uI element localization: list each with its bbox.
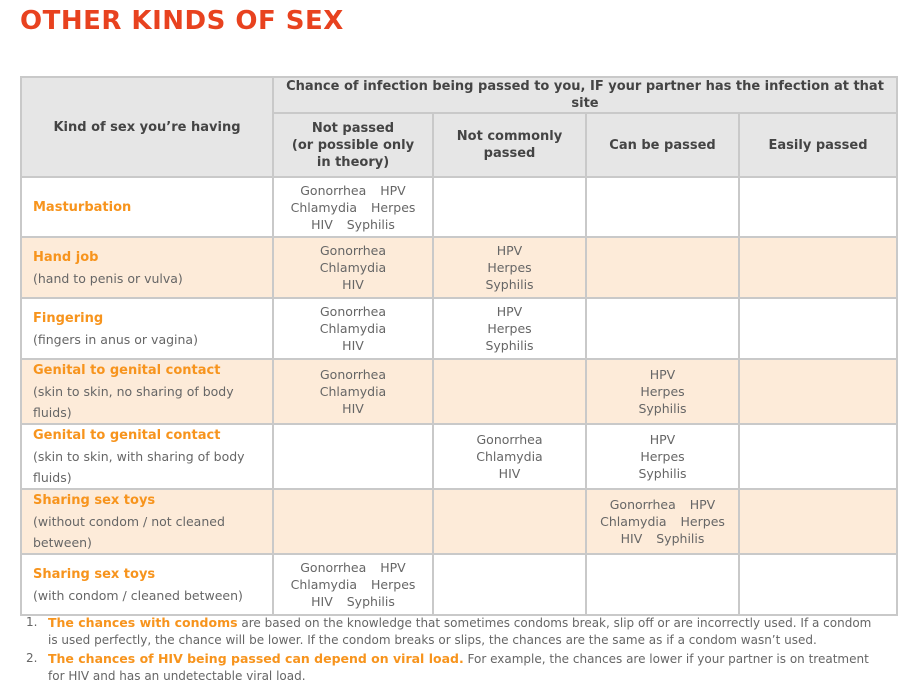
page-title: OTHER KINDS OF SEX bbox=[20, 6, 344, 36]
kind-of-sex-description: (with condom / cleaned between) bbox=[33, 587, 243, 603]
infection-label: Chlamydia bbox=[319, 321, 387, 336]
infection-label: Gonorrhea bbox=[319, 304, 386, 319]
infection-chance-table bbox=[20, 76, 898, 616]
kind-of-sex-header: Kind of sex you’re having bbox=[21, 77, 273, 177]
infection-label: Gonorrhea bbox=[609, 497, 676, 512]
infection-label: HPV bbox=[380, 182, 406, 198]
kind-of-sex-description: (fingers in anus or vagina) bbox=[33, 331, 198, 347]
chance-cell-not-commonly-passed bbox=[433, 359, 586, 424]
chance-cell-easily-passed bbox=[739, 237, 897, 298]
infection-label: Syphilis bbox=[346, 594, 395, 609]
infection-label: Gonorrhea bbox=[319, 243, 386, 258]
infection-label: Herpes bbox=[640, 449, 685, 464]
chance-cell-easily-passed bbox=[739, 359, 897, 424]
column-header-not-commonly-passed bbox=[433, 113, 586, 177]
infection-label: Syphilis bbox=[485, 338, 534, 353]
footnote-item bbox=[20, 650, 880, 685]
column-header-line: (or possible only bbox=[291, 137, 415, 153]
infection-label: Syphilis bbox=[346, 216, 395, 232]
chance-cell-not-passed bbox=[273, 424, 433, 489]
footnote-highlight: The chances of HIV being passed can depend on viral load. bbox=[48, 651, 464, 666]
kind-of-sex-name: Masturbation bbox=[33, 199, 132, 215]
infection-label: Chlamydia bbox=[319, 384, 387, 399]
infection-label: Gonorrhea bbox=[319, 367, 386, 382]
chance-cell-not-commonly-passed bbox=[433, 489, 586, 554]
footnote-text: For example, the chances are lower if your partner is on treatment for HIV and has an undetectable viral load. bbox=[48, 652, 869, 683]
footnote-item bbox=[20, 614, 880, 649]
kind-of-sex-name: Hand job bbox=[33, 249, 99, 265]
column-header-line: Not passed bbox=[311, 120, 395, 136]
chance-cell-easily-passed bbox=[739, 424, 897, 489]
column-header-line: Not commonly bbox=[456, 129, 563, 144]
infection-label: HPV bbox=[380, 560, 406, 575]
chance-cell-not-commonly-passed bbox=[433, 424, 586, 489]
table-row bbox=[21, 177, 897, 237]
infection-label: Gonorrhea bbox=[476, 432, 543, 447]
infection-label: HIV bbox=[342, 277, 364, 292]
infection-label: HIV bbox=[620, 531, 643, 546]
infection-label: HIV bbox=[311, 594, 333, 609]
chance-cell-not-passed bbox=[273, 554, 433, 615]
infection-label: HPV bbox=[649, 432, 676, 447]
table-row bbox=[21, 237, 897, 298]
chance-cell-not-passed bbox=[273, 298, 433, 359]
kind-of-sex-name: Sharing sex toys bbox=[33, 566, 156, 582]
infection-label: HPV bbox=[689, 497, 716, 512]
infection-label: HIV bbox=[342, 401, 364, 416]
chance-cell-easily-passed bbox=[739, 298, 897, 359]
infection-label: HIV bbox=[311, 216, 333, 232]
table-row bbox=[21, 359, 897, 424]
infection-label: Syphilis bbox=[656, 531, 705, 546]
column-header-easily-passed bbox=[739, 113, 897, 177]
kind-of-sex-cell bbox=[21, 554, 273, 615]
table-row bbox=[21, 424, 897, 489]
footnote-number: 2. bbox=[26, 651, 38, 665]
infection-label: Herpes bbox=[487, 321, 532, 336]
chance-cell-not-passed bbox=[273, 489, 433, 554]
chance-cell-easily-passed bbox=[739, 554, 897, 615]
kind-of-sex-cell bbox=[21, 424, 273, 489]
chance-cell-not-commonly-passed bbox=[433, 554, 586, 615]
infection-label: Gonorrhea bbox=[300, 182, 367, 198]
chance-cell-not-commonly-passed bbox=[433, 237, 586, 298]
chance-cell-can-be-passed bbox=[586, 554, 739, 615]
footnote-number: 1. bbox=[26, 615, 38, 629]
infection-label: Chlamydia bbox=[476, 449, 543, 464]
footnote-text: are based on the knowledge that sometimes condoms break, slip off or are incorrectly used. If a condom is used perfectly, the chance will be lower. If the condom breaks or slips, the chances are the same as if a condom wasn’t used. bbox=[48, 616, 872, 647]
table-row bbox=[21, 298, 897, 359]
chance-cell-not-passed bbox=[273, 359, 433, 424]
chance-cell-not-passed bbox=[273, 177, 433, 237]
column-header-line: in theory) bbox=[316, 154, 390, 170]
infection-label: Syphilis bbox=[638, 401, 687, 416]
infection-label: HIV bbox=[342, 338, 364, 353]
column-header-line: passed bbox=[483, 146, 536, 161]
kind-of-sex-name: Sharing sex toys bbox=[33, 493, 156, 508]
kind-of-sex-cell bbox=[21, 359, 273, 424]
kind-of-sex-cell bbox=[21, 489, 273, 554]
chance-header: Chance of infection being passed to you, IF your partner has the infection at that site bbox=[273, 77, 897, 113]
infection-label: Chlamydia bbox=[600, 514, 667, 529]
table-row bbox=[21, 489, 897, 554]
footnotes bbox=[20, 614, 880, 686]
chance-cell-can-be-passed bbox=[586, 298, 739, 359]
chance-cell-easily-passed bbox=[739, 177, 897, 237]
kind-of-sex-name: Fingering bbox=[33, 310, 104, 326]
kind-of-sex-description: (without condom / not cleaned between) bbox=[33, 514, 225, 550]
infection-label: Herpes bbox=[371, 199, 416, 215]
infection-label: Syphilis bbox=[638, 466, 687, 481]
kind-of-sex-cell bbox=[21, 298, 273, 359]
chance-cell-can-be-passed bbox=[586, 177, 739, 237]
chance-cell-not-passed bbox=[273, 237, 433, 298]
kind-of-sex-cell bbox=[21, 237, 273, 298]
infection-label: Gonorrhea bbox=[300, 560, 367, 575]
infection-label: Herpes bbox=[680, 514, 725, 529]
infection-label: Chlamydia bbox=[290, 199, 358, 215]
chance-cell-can-be-passed bbox=[586, 489, 739, 554]
kind-of-sex-description: (skin to skin, no sharing of body fluids) bbox=[33, 384, 234, 420]
footnote-highlight: The chances with condoms bbox=[48, 615, 238, 630]
infection-label: Chlamydia bbox=[319, 260, 387, 275]
infection-label: HPV bbox=[496, 243, 523, 258]
infection-label: Herpes bbox=[640, 384, 685, 399]
kind-of-sex-name: Genital to genital contact bbox=[33, 363, 221, 378]
infection-label: HPV bbox=[649, 367, 676, 382]
table-row bbox=[21, 554, 897, 615]
kind-of-sex-cell bbox=[21, 177, 273, 237]
infection-label: Chlamydia bbox=[290, 577, 358, 592]
chance-cell-not-commonly-passed bbox=[433, 298, 586, 359]
column-header-line: Can be passed bbox=[609, 137, 716, 153]
chance-cell-can-be-passed bbox=[586, 424, 739, 489]
infection-label: HIV bbox=[498, 466, 521, 481]
infection-label: HPV bbox=[496, 304, 523, 319]
infection-label: Herpes bbox=[487, 260, 532, 275]
kind-of-sex-description: (hand to penis or vulva) bbox=[33, 270, 183, 286]
column-header-not-passed bbox=[273, 113, 433, 177]
kind-of-sex-name: Genital to genital contact bbox=[33, 428, 221, 443]
infection-label: Syphilis bbox=[485, 277, 534, 292]
column-header-line: Easily passed bbox=[768, 137, 868, 153]
chance-cell-can-be-passed bbox=[586, 359, 739, 424]
infection-label: Herpes bbox=[371, 577, 416, 592]
kind-of-sex-description: (skin to skin, with sharing of body fluids) bbox=[33, 449, 245, 485]
chance-cell-can-be-passed bbox=[586, 237, 739, 298]
chance-cell-easily-passed bbox=[739, 489, 897, 554]
column-header-can-be-passed bbox=[586, 113, 739, 177]
chance-cell-not-commonly-passed bbox=[433, 177, 586, 237]
